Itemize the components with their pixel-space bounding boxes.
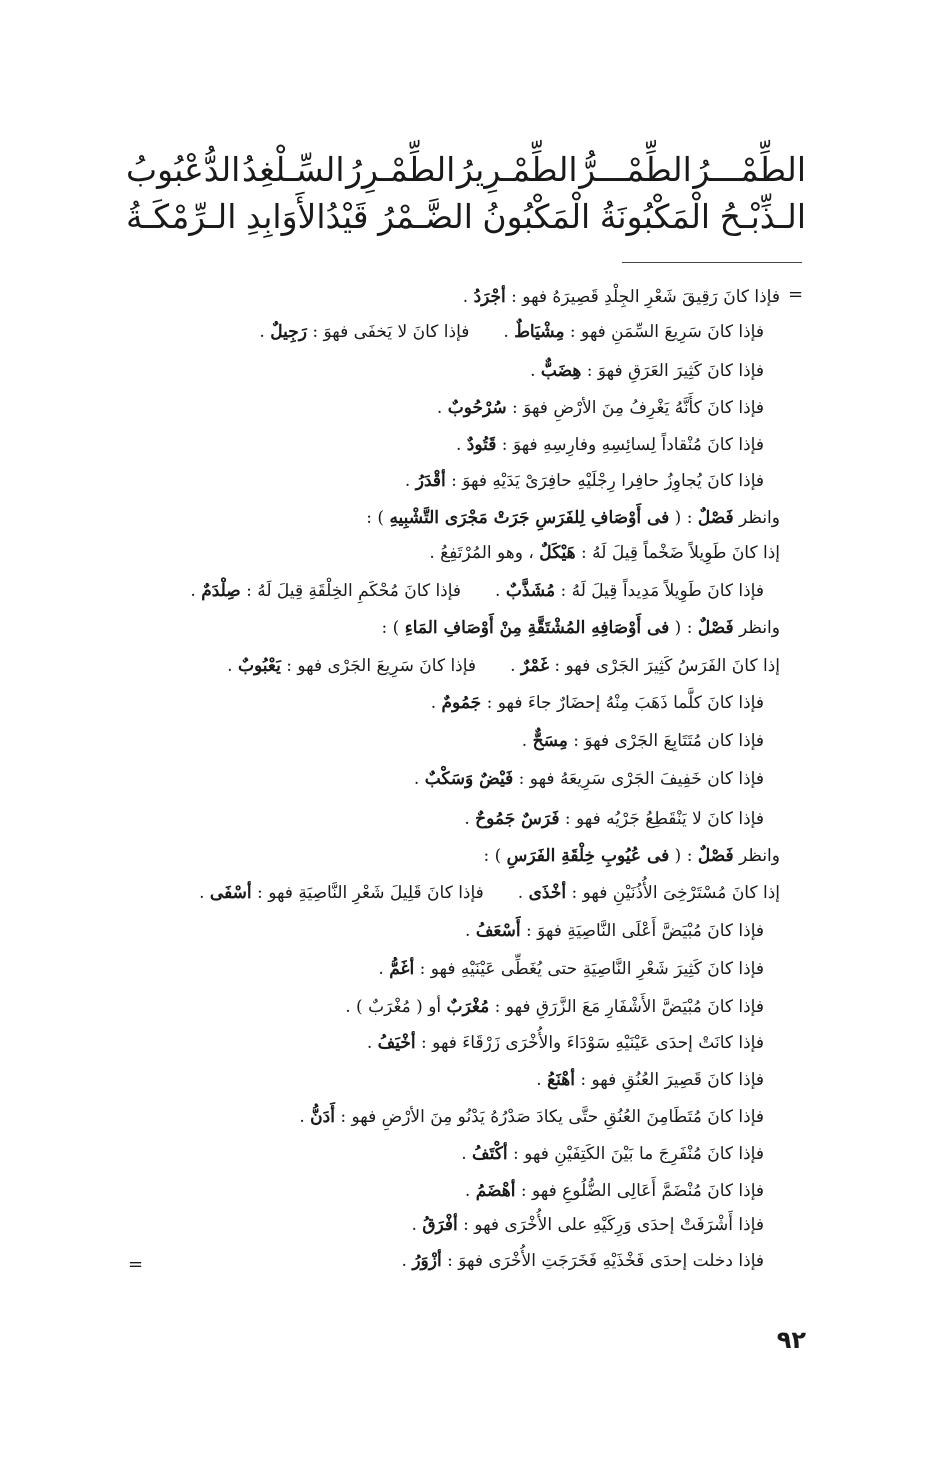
text-segment: . xyxy=(521,731,533,751)
text-segment: فإذا كانَ مُتَطَامِنَ العُنُقِ حتَّى يكادَ صَدْرُهُ يَدْنُو مِنَ الأرْضِ فهو : xyxy=(334,1107,764,1127)
text-segment: فإذا كانَ يُجاوِزُ حافِرا رِجْلَيْهِ حافِرَىْ يَدَيْهِ فهوَ : xyxy=(445,471,764,491)
defined-term: أكْتَفُ xyxy=(472,1144,508,1164)
text-line xyxy=(464,808,764,830)
text-segment: فإذا كانَ قَصِيرَ العُنُقِ فهو : xyxy=(574,1070,764,1090)
text-segment: فإذا كانَ مُنْفَرِجَ ما بَيْنَ الكَتِفَيْنِ فهو : xyxy=(507,1144,764,1164)
defined-term: جَمُومٌ xyxy=(441,693,482,713)
text-line xyxy=(382,617,780,639)
defined-term: مِشْيَاطٌ xyxy=(514,322,565,342)
text-segment: وانظر xyxy=(733,846,780,866)
text-segment: ) : xyxy=(366,508,390,528)
text-segment: . xyxy=(465,921,476,941)
header-word: الـذِّبْـحُ xyxy=(719,197,806,236)
text-segment: . xyxy=(404,471,416,491)
header-word: السِّـلْغِدُ xyxy=(241,150,345,189)
text-line xyxy=(536,1069,764,1091)
text-line xyxy=(227,655,780,677)
header-word: الدُّعْبُوبُ xyxy=(126,150,241,189)
text-line xyxy=(405,470,764,492)
text-segment: ، وهو المُرْتَفِعُ . xyxy=(429,543,540,563)
text-segment: . xyxy=(378,959,390,979)
defined-term: أسْفَى xyxy=(209,883,252,903)
text-line xyxy=(190,580,764,602)
defined-term: فى أَوْصَافِهِ المُشْتَقَّةِ مِنْ أَوْصَافِ المَاءِ xyxy=(404,618,670,638)
text-segment: وانظر xyxy=(733,508,780,528)
text-segment: وانظر xyxy=(733,618,780,638)
text-segment: : ( xyxy=(669,618,698,638)
text-line xyxy=(437,397,764,419)
text-line xyxy=(378,958,764,980)
text-segment: : ( xyxy=(669,846,698,866)
text-segment: فإذا كانَ قَلِيلَ شَعْرِ النَّاصِيَةِ فهو : xyxy=(251,883,484,903)
defined-term: أغَمُّ xyxy=(389,959,415,979)
text-segment: فإذا أَشْرَفَتْ إحدَى وَرِكَيْهِ على الأُخْرَى فهو : xyxy=(457,1215,764,1235)
continuation-mark: = xyxy=(788,284,804,305)
text-segment: . xyxy=(430,693,442,713)
text-line xyxy=(463,286,780,308)
header-word: الضَّـمْرُ xyxy=(378,197,473,236)
text-line xyxy=(367,1032,764,1054)
text-segment: فإذا كانَ رَقِيقَ شَعْرِ الجِلْدِ قَصِيرَهُ فهو : xyxy=(505,287,780,307)
text-segment: فإذا كانَ مُحْكَمِ الخِلْقَةِ قِيلَ لَهُ : xyxy=(240,581,462,601)
defined-term: فَيْضٌ وَسَكْبٌ xyxy=(424,769,514,789)
text-segment: . xyxy=(503,322,515,342)
text-segment: . xyxy=(495,581,506,601)
text-line xyxy=(402,1250,765,1272)
defined-term: قَتُودٌ xyxy=(466,435,497,455)
defined-term: أَسْعَفُ xyxy=(475,921,521,941)
text-segment: . xyxy=(199,883,210,903)
defined-term: أزْوَرُ xyxy=(412,1251,442,1271)
defined-term: صِلْدَمٌ xyxy=(201,581,241,601)
defined-term: مُشَذَّبٌ xyxy=(505,581,556,601)
text-line xyxy=(465,1180,764,1202)
text-segment: فإذا كانَ طَوِيلاً مَدِيداً قِيلَ لَهُ : xyxy=(555,581,764,601)
text-segment: . xyxy=(462,287,474,307)
text-segment: فإذا كانَ سَرِيعَ السِّمَنِ فهو : xyxy=(564,322,764,342)
text-line xyxy=(456,434,764,456)
text-segment: فإذا كانَ سَرِيعَ الجَرْى فهو : xyxy=(280,656,477,676)
continuation-mark: = xyxy=(128,1254,144,1275)
text-segment: إذا كانَ طَوِيلاً ضَخْماً قِيلَ لَهُ : xyxy=(575,543,780,563)
text-segment: . xyxy=(401,1251,413,1271)
text-segment: : ( xyxy=(669,508,698,528)
text-line xyxy=(429,542,780,564)
text-line xyxy=(483,845,780,867)
text-segment: فإذا دخلت إحدَى فَخْذَيْهِ فَخَرَجَتِ الأُخْرَى فهوَ : xyxy=(441,1251,764,1271)
text-segment: . xyxy=(464,809,476,829)
text-segment: . xyxy=(455,435,467,455)
defined-term: أهْنَعُ xyxy=(547,1070,575,1090)
text-line xyxy=(530,360,764,382)
text-segment: . xyxy=(530,361,541,381)
text-segment: إذا كانَ مُسْتَرْخِىَ الأُذُنَيْنِ فهو : xyxy=(566,883,780,903)
text-segment: . xyxy=(517,883,529,903)
defined-term: هَيْكَلٌ xyxy=(539,543,576,563)
text-segment: ) : xyxy=(483,846,507,866)
text-segment: فإذا كان مُتَتَابِعَ الجَرْى فهوَ : xyxy=(567,731,764,751)
defined-term: فى أَوْصَافِ لِلفَرَسِ جَرَتْ مَجْرَى التَّشْبِيهِ xyxy=(389,508,670,528)
defined-term: أجْرَدُ xyxy=(473,287,506,307)
text-segment: فإذا كانَ كأَنَّهُ يَغْرِفُ مِنَ الأرْضِ فهوَ : xyxy=(506,398,764,418)
header-words-row-2 xyxy=(126,197,806,236)
text-segment: . xyxy=(413,769,425,789)
defined-term: سُرْحُوبٌ xyxy=(447,398,507,418)
text-line xyxy=(366,507,780,529)
text-line xyxy=(299,1106,764,1128)
section-divider xyxy=(622,262,802,263)
text-segment: إذا كانَ الفَرَسُ كَثِيرَ الجَرْى فهو : xyxy=(548,656,780,676)
defined-term: مِسَحٌّ xyxy=(532,731,568,751)
defined-term: هِضَبٌّ xyxy=(540,361,582,381)
defined-term: فَصْلٌ xyxy=(697,846,734,866)
text-line xyxy=(465,920,764,942)
defined-term: غَمْرٌ xyxy=(520,656,549,676)
text-segment: . xyxy=(510,656,521,676)
text-line xyxy=(259,321,764,343)
defined-term: أفْرَقُ xyxy=(422,1215,458,1235)
text-segment: . xyxy=(227,656,238,676)
defined-term: أهْضَمُ xyxy=(475,1181,516,1201)
defined-term: فى عُيُوبِ خِلْقَةِ الفَرَسِ xyxy=(506,846,670,866)
text-segment: فإذا كان خَفِيفَ الجَرْى سَرِيعَهُ فهو : xyxy=(513,769,764,789)
header-word: الـرِّمْكَـةُ xyxy=(126,197,237,236)
header-word: الْمَكْبُونُ xyxy=(482,197,591,236)
header-word: الطِّمْـــرُ xyxy=(693,150,806,189)
text-segment: فإذا كانَ كلَّما ذَهَبَ مِنْهُ إحضَارٌ جاءَ فهو : xyxy=(481,693,764,713)
text-segment: فإذا كانَ مُبْيَضَّ أَعْلَى النَّاصِيَةِ فهوَ : xyxy=(520,921,764,941)
text-segment: . xyxy=(259,322,271,342)
defined-term: أخْيَفُ xyxy=(377,1033,416,1053)
text-segment: . xyxy=(411,1215,423,1235)
header-word: قَيْدُالأَوَابِدِ xyxy=(245,197,369,236)
text-segment: فإذا كانَ كَثِيرَ العَرَقِ فهوَ : xyxy=(581,361,764,381)
page-number: ٩٢ xyxy=(776,1326,806,1354)
defined-term: فَصْلٌ xyxy=(697,618,734,638)
text-line xyxy=(431,692,764,714)
header-word: الطِّمْـرِيرُ xyxy=(456,150,578,189)
defined-term: أَدَنُّ xyxy=(310,1107,335,1127)
defined-term: مُغْرَبٌ xyxy=(446,997,490,1017)
text-segment: . xyxy=(461,1144,473,1164)
text-segment: فإذا كانَ مُبْيَضَّ الأَشْفَارِ مَعَ الزَّرَقِ فهو : xyxy=(489,997,764,1017)
text-segment: فإذا كانَتْ إحدَى عَيْنَيْهِ سَوْدَاءَ والأُخْرَى زَرْقَاءَ فهو : xyxy=(415,1033,764,1053)
text-segment: ) : xyxy=(381,618,405,638)
text-line xyxy=(412,1214,764,1236)
text-segment: فإذا كانَ مُنْضَمَّ أَعَالِى الضُّلُوعِ فهو : xyxy=(515,1181,764,1201)
text-segment: . xyxy=(366,1033,378,1053)
text-segment: . xyxy=(436,398,448,418)
text-line xyxy=(199,882,780,904)
text-line xyxy=(345,996,764,1018)
text-line xyxy=(414,768,764,790)
text-line xyxy=(522,730,764,752)
defined-term: فَرَسٌ جَمُوحٌ xyxy=(475,809,560,829)
text-segment: أو ( مُغْرَبٌ ) . xyxy=(345,997,447,1017)
header-word: الطِّمْـــرُّ xyxy=(579,150,692,189)
text-segment: فإذا كانَ مُنْقاداً لِسائِسِهِ وفارِسِهِ فهوَ : xyxy=(496,435,764,455)
text-segment: . xyxy=(464,1181,476,1201)
text-segment: . xyxy=(536,1070,548,1090)
text-segment: . xyxy=(190,581,202,601)
header-word: الْمَكْبُونَةُ xyxy=(599,197,711,236)
text-segment: . xyxy=(299,1107,311,1127)
text-segment: فإذا كانَ لا يَخفَى فهوَ : xyxy=(306,322,470,342)
defined-term: رَجِيلٌ xyxy=(270,322,307,342)
header-words-row-1 xyxy=(126,150,806,189)
text-segment: فإذا كانَ لا يَنْقَطِعُ جَرْيُه فهو : xyxy=(559,809,764,829)
defined-term: فَصْلٌ xyxy=(697,508,734,528)
header-word: الطِّمْـرِرُ xyxy=(346,150,456,189)
text-line xyxy=(461,1143,764,1165)
defined-term: أخْذَى xyxy=(528,883,567,903)
defined-term: يَعْبُوبٌ xyxy=(237,656,281,676)
defined-term: أقْدَرُ xyxy=(415,471,446,491)
text-segment: فإذا كانَ كَثِيرَ شَعْرِ النَّاصِيَةِ حتى يُغَطِّى عَيْنَيْهِ فهو : xyxy=(414,959,764,979)
